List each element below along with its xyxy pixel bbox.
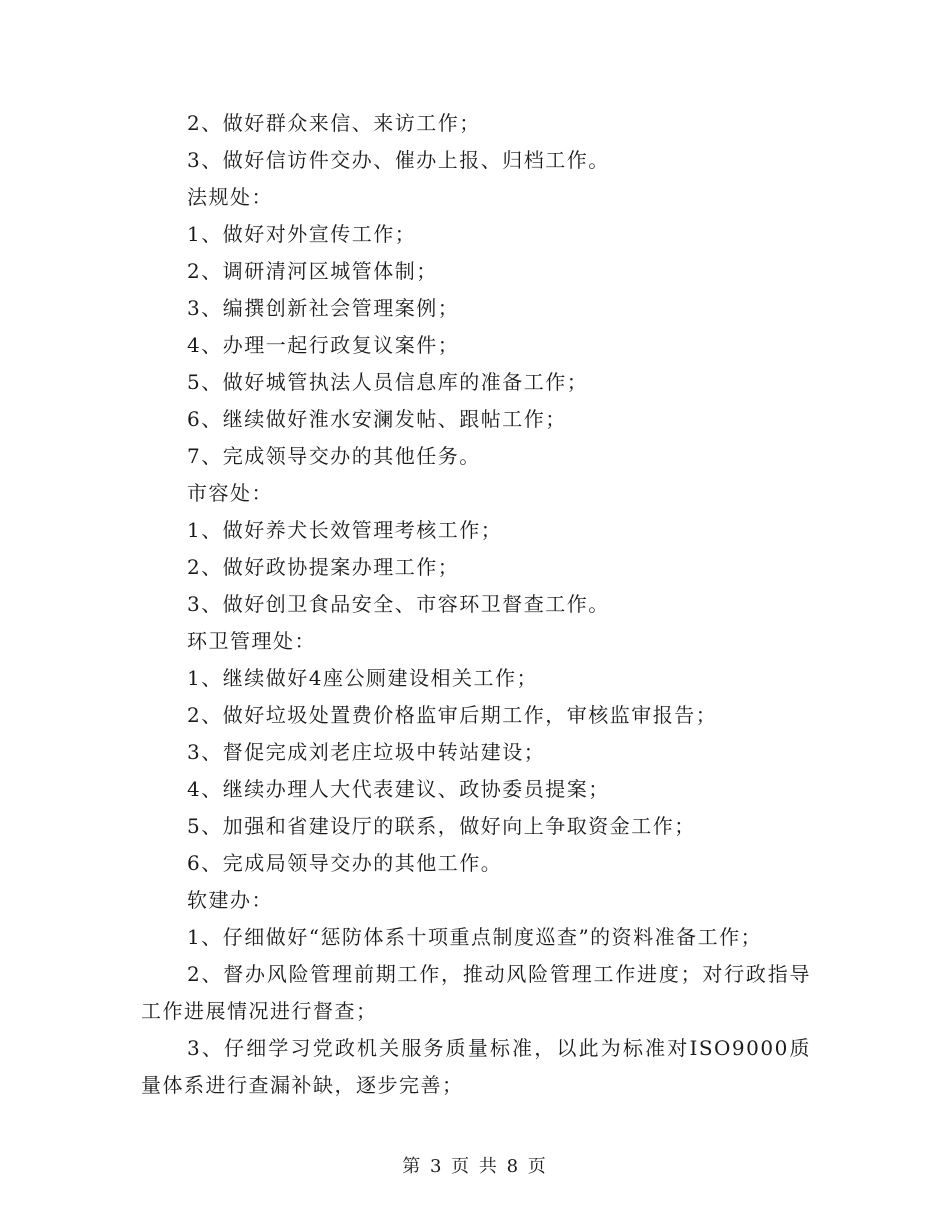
- text-line: 4、办理一起行政复议案件；: [187, 333, 460, 357]
- section-heading: 市容处：: [187, 481, 273, 505]
- text-line: 1、做好养犬长效管理考核工作；: [187, 518, 503, 542]
- text-line: 6、继续做好淮水安澜发帖、跟帖工作；: [187, 407, 567, 431]
- text-line: 2、做好垃圾处置费价格监审后期工作，审核监审报告；: [187, 703, 718, 727]
- text-paragraph: 3、仔细学习党政机关服务质量标准，以此为标准对ISO9000质量体系进行查漏补缺，逐步完善；: [141, 1036, 811, 1097]
- text-line: 2、做好群众来信、来访工作；: [187, 111, 481, 135]
- section-heading: 环卫管理处：: [187, 629, 316, 653]
- text-line: 5、加强和省建设厅的联系，做好向上争取资金工作；: [187, 814, 696, 838]
- text-line: 3、编撰创新社会管理案例；: [187, 296, 460, 320]
- document-body: [141, 105, 811, 1104]
- text-line: 4、继续办理人大代表建议、政协委员提案；: [187, 777, 610, 801]
- text-line: 5、做好城管执法人员信息库的准备工作；: [187, 370, 589, 394]
- text-line: 6、完成局领导交办的其他工作。: [187, 851, 503, 875]
- section-heading: 法规处：: [187, 185, 273, 209]
- text-line: 2、调研清河区城管体制；: [187, 259, 438, 283]
- text-paragraph: 2、督办风险管理前期工作，推动风险管理工作进度；对行政指导工作进展情况进行督查；: [141, 962, 811, 1023]
- text-line: 3、督促完成刘老庄垃圾中转站建设；: [187, 740, 546, 764]
- section-heading: 软建办：: [187, 888, 273, 912]
- text-line: 1、继续做好4座公厕建设相关工作；: [187, 666, 538, 690]
- text-line: 2、做好政协提案办理工作；: [187, 555, 460, 579]
- text-line: 1、做好对外宣传工作；: [187, 222, 417, 246]
- text-line: 7、完成领导交办的其他任务。: [187, 444, 481, 468]
- text-line: 1、仔细做好“惩防体系十项重点制度巡查”的资料准备工作；: [187, 925, 763, 949]
- text-line: 3、做好信访件交办、催办上报、归档工作。: [187, 148, 610, 172]
- text-line: 3、做好创卫食品安全、市容环卫督查工作。: [187, 592, 610, 616]
- page-number-footer: 第 3 页 共 8 页: [402, 1156, 548, 1177]
